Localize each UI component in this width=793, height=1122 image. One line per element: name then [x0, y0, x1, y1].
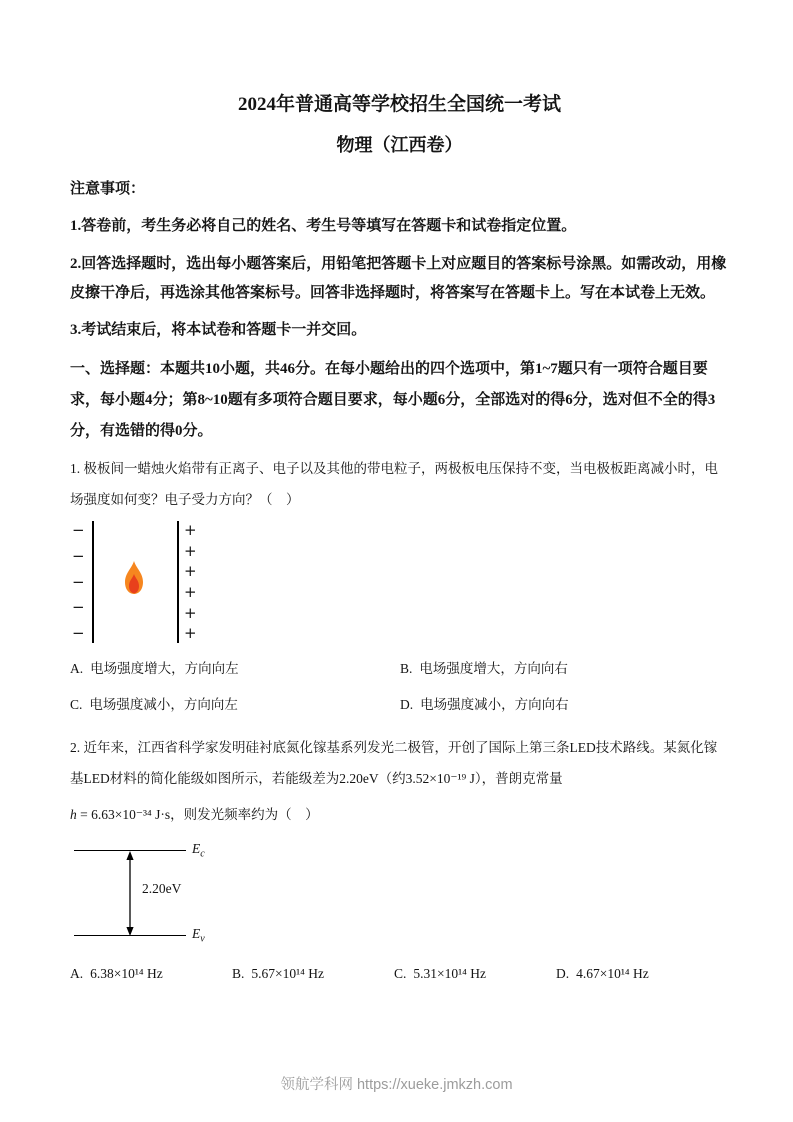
exam-subtitle: 物理（江西卷） — [336, 135, 463, 155]
left-plate-line — [92, 521, 94, 643]
upper-level-label: $E_c$ — [192, 841, 205, 860]
negative-signs-column — [72, 523, 85, 641]
option-a — [70, 962, 232, 986]
energy-gap-label: 2.20eV — [142, 881, 182, 897]
minus-sign: − — [72, 624, 85, 643]
note-item-2: 2.回答选择题时，选出每小题答案后，用铅笔把答题卡上对应题目的答案标号涂黑。如需改动，用橡皮擦干净后，再选涂其他答案标号。回答非选择题时，将答案写在答题卡上。写在本试卷上无效。 — [70, 255, 727, 301]
plus-sign: + — [184, 582, 197, 601]
option-b-label: B. — [232, 966, 245, 982]
figure-energy-levels — [74, 840, 314, 946]
option-c-text: 5.31×10¹⁴ Hz — [413, 966, 486, 982]
minus-sign: − — [72, 572, 85, 591]
energy-gap-arrow — [122, 851, 138, 936]
question-1-text: 1. 极板间一蜡烛火焰带有正离子、电子以及其他的带电粒子，两极板电压保持不变，当电极板距离减小时，电场强度如何变？电子受力方向？（ ） — [70, 461, 718, 507]
option-c-label: C. — [70, 697, 83, 713]
question-2-text: 2. 近年来，江西省科学家发明硅衬底氮化镓基系列发光二极管，开创了国际上第三条LED技术路线。某氮化镓基LED材料的简化能级如图所示，若能级差为2.20eV（约3.52×10⁻¹⁹ J），普朗克常量 — [70, 740, 718, 786]
option-d-label: D. — [400, 697, 414, 713]
option-b — [400, 657, 729, 681]
question-1-options — [70, 657, 729, 717]
option-b — [232, 962, 394, 986]
notes-heading: 注意事项： — [70, 181, 146, 197]
positive-signs-column — [184, 523, 197, 641]
option-a-label: A. — [70, 966, 84, 982]
option-b-label: B. — [400, 661, 413, 677]
question-2-options — [70, 962, 729, 986]
note-item-3: 3.考试结束后，将本试卷和答题卡一并交回。 — [70, 322, 367, 339]
minus-sign: − — [72, 598, 85, 617]
option-d-text: 4.67×10¹⁴ Hz — [576, 966, 649, 982]
option-a-text: 电场强度增大，方向向左 — [90, 661, 239, 677]
option-d — [400, 693, 729, 717]
plus-sign: + — [184, 562, 197, 581]
option-a-text: 6.38×10¹⁴ Hz — [90, 966, 163, 982]
lower-level-label: $E_v$ — [192, 926, 205, 945]
candle-flame-icon — [122, 561, 146, 595]
option-c — [394, 962, 556, 986]
plus-sign: + — [184, 624, 197, 643]
plus-sign: + — [184, 541, 197, 560]
minus-sign: − — [72, 521, 85, 540]
question-2-formula — [70, 800, 729, 830]
option-d — [556, 962, 718, 986]
option-c — [70, 693, 400, 717]
option-b-text: 5.67×10¹⁴ Hz — [251, 966, 324, 982]
note-item-1: 1.答卷前，考生务必将自己的姓名、考生号等填写在答题卡和试卷指定位置。 — [70, 218, 577, 234]
option-a-label: A. — [70, 661, 84, 677]
option-c-text: 电场强度减小，方向向左 — [89, 697, 238, 713]
page-content — [70, 92, 729, 986]
section-1-heading: 一、选择题：本题共10小题，共46分。在每小题给出的四个选项中，第1~7题只有一项符合题目要求，每小题4分；第8~10题有多项符合题目要求，每小题6分，全部选对的得6分，选对但不全的得3分，有选错的得0分。 — [70, 361, 716, 439]
plus-sign: + — [184, 521, 197, 540]
option-c-label: C. — [394, 966, 407, 982]
minus-sign: − — [72, 546, 85, 565]
option-d-text: 电场强度减小，方向向右 — [420, 697, 569, 713]
question-2-text-after: ，则发光频率约为（ ） — [170, 806, 319, 822]
option-d-label: D. — [556, 966, 570, 982]
footer-watermark-text: 领航学科网 https://xueke.jmkzh.com — [280, 1077, 513, 1093]
plus-sign: + — [184, 603, 197, 622]
planck-constant-symbol: h — [70, 806, 77, 822]
figure-capacitor-plates — [72, 521, 212, 643]
planck-constant-value: = 6.63×10⁻³⁴ J·s — [76, 806, 171, 822]
option-a — [70, 657, 400, 681]
right-plate-line — [177, 521, 179, 643]
footer-watermark — [0, 1073, 793, 1094]
option-b-text: 电场强度增大，方向向右 — [419, 661, 568, 677]
exam-title: 2024年普通高等学校招生全国统一考试 — [237, 94, 561, 115]
